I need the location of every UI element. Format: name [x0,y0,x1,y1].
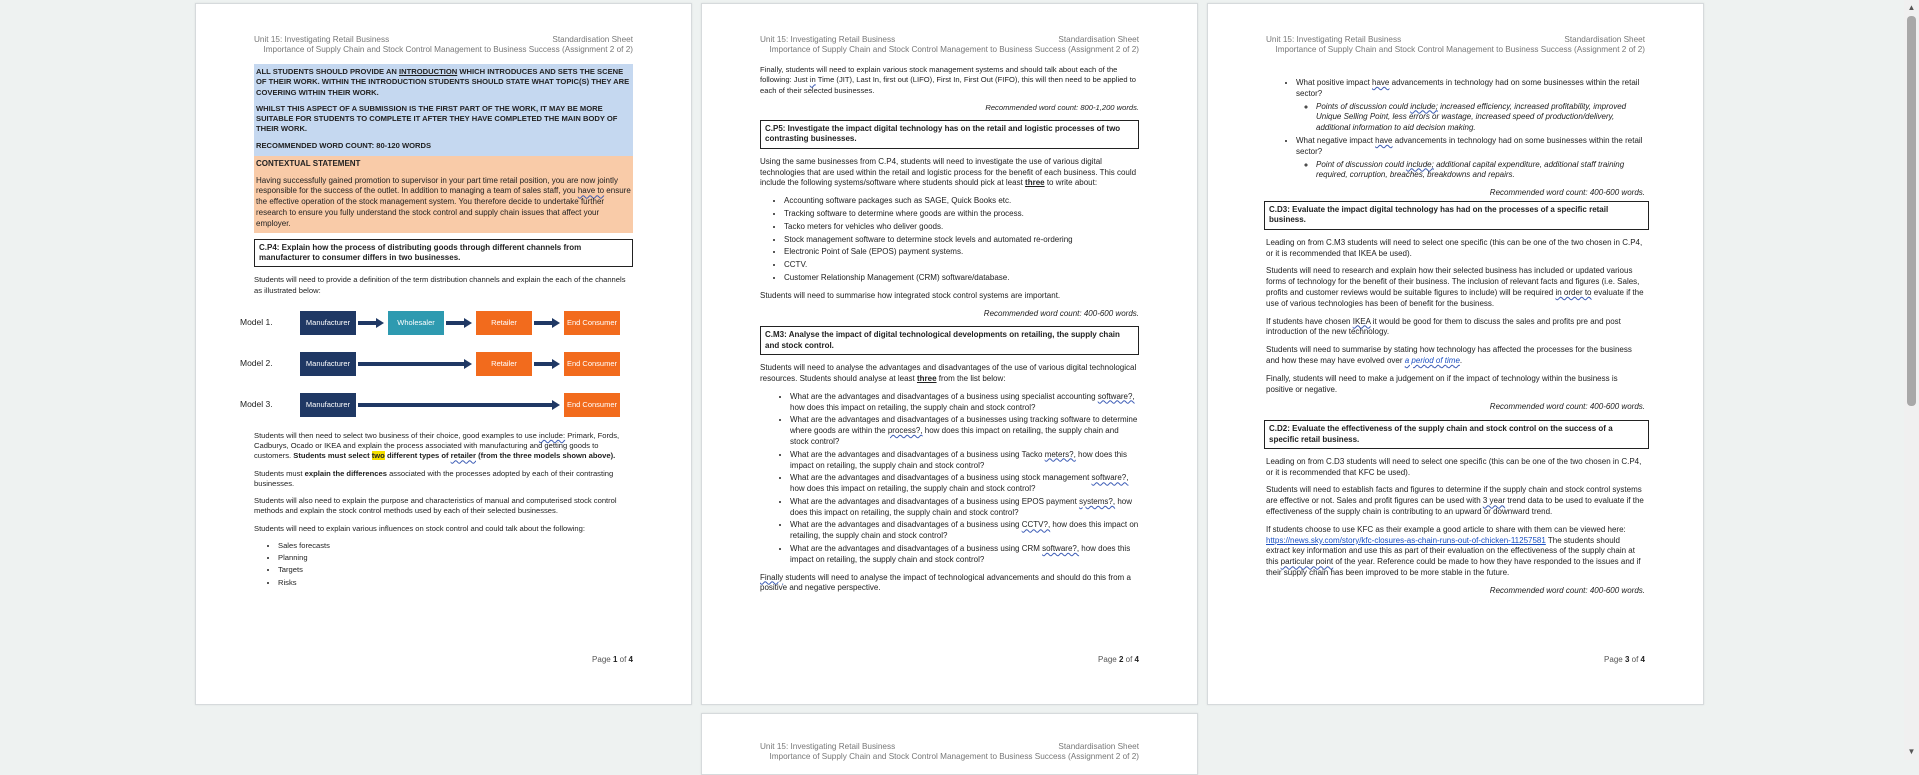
document-page-2 [701,3,1198,705]
page-2-body [760,65,1139,601]
d3-paragraph-2: Students will need to research and explain how their selected business has included or updated various forms of technology for the benefit of their business. The inclusion of relevant facts and figures (i.e. Sales, profits and customer reviews would be suitable figures to include) will be required in order to evaluate if the use of various technologies has been of benefit for the business. [1266,266,1644,308]
page-header [1266,35,1645,56]
scrollbar-thumb[interactable] [1907,16,1916,406]
list-item: • What positive impact have advancements in technology had on some businesses within the retail sector? ◦ Points of discussion could include; increased efficiency, increased profitability, improved Unique Selling Point, less errors or wastage, increased speed of production/delivery, additional information to aid decision making. [1296,78,1645,134]
list-item: • What are the advantages and disadvantages of a business using Tacko meters?, how does this impact on retailing, the supply chain and stock control? [790,450,1139,472]
influences-paragraph: Students will need to explain various influences on stock control and could talk about the following: [254,523,585,533]
list-item: • Electronic Point of Sale (EPOS) payment systems. [784,247,1139,258]
list-item: • What are the advantages and disadvantages of a business using stock management software?, how does this impact on retailing, the supply chain and stock control? [790,473,1139,495]
d3-paragraph-5: Finally, students will need to make a judgement on if the impact of technology within the business is positive or negative. [1266,373,1618,394]
header-subtitle: Importance of Supply Chain and Stock Control Management to Business Success (Assignment 2 of 2) [263,45,633,55]
impact-questions-list [1266,78,1645,181]
header-unit: Unit 15: Investigating Retail Business [1266,35,1402,44]
stock-control-paragraph: Students will also need to explain the purpose and characteristics of manual and computerised stock control methods and explain the stock control methods used by each of their selected businesses. [254,496,617,516]
task-box-cd3: C.D3: Evaluate the impact digital technology has had on the processes of a specific retail business. [1264,201,1649,230]
recommended-word-count: Recommended word count: 400-600 words. [1489,585,1645,595]
summarise-paragraph: Students will need to summarise how integrated stock control systems are important. [760,290,1061,300]
task-box-cp5: C.P5: Investigate the impact digital technology has on the retail and logistic processes of two contrasting businesses. [760,120,1139,149]
list-item: • What are the advantages and disadvantages of a business using EPOS payment systems?, how does this impact on retailing, the supply chain and stock control? [790,497,1139,519]
differences-paragraph: Students must explain the differences associated with the processes adopted by each of their contrasting businesses. [254,468,614,488]
list-item: • What are the advantages and disadvantages of a businesses using tracking software to determine where goods are within the process?, how does this impact on retailing, the supply chain and stock control? [790,415,1139,447]
arrow-icon [534,361,560,367]
list-item: • What negative impact have advancements in technology had on some businesses within the retail sector? ◦ Point of discussion could include; additional capital expenditure, additional staff training required, corruption, breaches, breakdowns and repairs. [1296,136,1645,181]
page-header [760,35,1139,56]
header-unit: Unit 15: Investigating Retail Business [254,35,390,44]
distribution-models-diagram [240,303,633,423]
document-page-3 [1207,3,1704,705]
page-number: Page 1 of 4 [592,655,633,664]
list-item: • Customer Relationship Management (CRM) software/database. [784,273,1139,284]
list-item: • Tracking software to determine where goods are within the process. [784,209,1139,220]
select-businesses-paragraph: Students will then need to select two business of their choice, good examples to use include: Primark, Fords, Cadburys, Ocado or IKEA and explain the process associated with manufacturing and getting goods to customers. Students must select two different types of retailer (from the three models shown above). [254,430,620,461]
header-subtitle: Importance of Supply Chain and Stock Control Management to Business Success (Assignment 2 of 2) [1275,45,1645,55]
list-item: • Planning [278,553,633,563]
model-box-wholesaler: Wholesaler [388,311,444,335]
model-box-retailer: Retailer [476,352,532,376]
model-label: Model 2. [240,357,273,368]
model-box-manufacturer: Manufacturer [300,393,356,417]
model-box-manufacturer: Manufacturer [300,352,356,376]
model-box-end-consumer: End Consumer [564,393,620,417]
cp5-paragraph: Using the same businesses from C.P4, students will need to investigate the use of various digital technologies that are used within the retail and logistic process for the benefit of each business. This could include the following systems/software where students should pick at least three to write about: [760,156,1137,188]
task-box-cd2: C.D2: Evaluate the effectiveness of the supply chain and stock control on the success of a specific retail business. [1264,420,1649,449]
model-label: Model 3. [240,398,273,409]
d3-paragraph-4: Students will need to summarise by stating how technology has affected the processes for the business and how these may have evolved over a period of time. [1266,345,1632,365]
list-item: • What are the advantages and disadvantages of a business using CRM software?, how does this impact on retailing, the supply chain and stock control? [790,544,1139,566]
cm3-paragraph: Students will need to analyse the advantages and disadvantages of the use of various digital technological resources. Students should analyse at least three from the list below: [760,363,1137,383]
model-1 [240,311,618,335]
context-paragraph: Having successfully gained promotion to supervisor in your part time retail position, you are now jointly responsible for the success of the outlet. In addition to managing a team of sales staff, you have to ensure the effective operation of the stock management system. You therefore decide to undertake further research to ensure you fully understand the stock control and supply chain issues that affect your employer. [256,175,631,228]
d3-paragraph-3: If students have chosen IKEA it would be good for them to discuss the sales and profits pre and post introduction of the new technology. [1266,316,1621,337]
d2-paragraph-2: Students will need to establish facts and figures to determine if the supply chain and stock control systems are effective or not. Sales and profit figures can be used with 3 year trend data to be used to evaluate if the effectiveness of the supply chain is contributing to an upward or downward trend. [1266,485,1644,517]
list-item: • Accounting software packages such as SAGE, Quick Books etc. [784,196,1139,207]
header-sheet: Standardisation Sheet [1058,35,1139,44]
arrow-icon [358,320,384,326]
intro-word-count: RECOMMENDED WORD COUNT: 80-120 WORDS [256,140,432,150]
model-box-manufacturer: Manufacturer [300,311,356,335]
page-header [254,35,633,56]
d3-paragraph-1: Leading on from C.M3 students will need to select one specific (this can be one of the two chosen in C.P4, or it is recommended that IKEA be used). [1266,237,1643,258]
list-item: • Targets [278,565,633,575]
page-number: Page 3 of 4 [1604,655,1645,664]
model-label: Model 1. [240,316,273,327]
header-sheet: Standardisation Sheet [552,35,633,44]
d2-paragraph-3: If students choose to use KFC as their example a good article to share with them can be viewed here: https://news.sky.com/story/kfc-closures-as-chain-runs-out-of-chicken-11257581 The students should extract key information and use this as part of their evaluation on the effectiveness of the supply chain at this particular point of the year. Reference could be made to how they have responded to the issues and if their supply chain has been improved to be more stable in the future. [1266,524,1641,578]
arrow-icon [534,320,560,326]
list-item: • Risks [278,578,633,588]
influences-list [254,541,633,588]
list-item: • Sales forecasts [278,541,633,551]
contextual-statement-block [254,156,633,233]
stock-systems-paragraph: Finally, students will need to explain various stock management systems and should talk about each of the following: Just in Time (JIT), Last In, first out (LIFO), First In, First Out (FIFO), this will then need to be applied to each of their selected businesses. [760,65,1137,95]
d2-paragraph-1: Leading on from C.D3 students will need to select one specific (this can be one of the two chosen in C.P4, or it is recommended that KFC be used). [1266,456,1642,477]
context-title: CONTEXTUAL STATEMENT [256,158,361,168]
task-box-cp4: C.P4: Explain how the process of distributing goods through different channels from manufacturer to consumer differs in two businesses. [254,239,633,268]
header-subtitle: Importance of Supply Chain and Stock Control Management to Business Success (Assignment 2 of 2) [769,45,1139,55]
software-list [760,196,1139,284]
page-3-body [1266,78,1645,604]
recommended-word-count: Recommended word count: 400-600 words. [1489,402,1645,412]
header-sheet: Standardisation Sheet [1058,742,1139,751]
arrow-icon [446,320,472,326]
list-item: • What are the advantages and disadvantages of a business using CCTV?, how does this impact on retailing, the supply chain and stock control? [790,520,1139,542]
list-item: • What are the advantages and disadvantages of a business using specialist accounting software?, how does this impact on retailing, the supply chain and stock control? [790,392,1139,414]
final-paragraph: Finally students will need to analyse the impact of technological advancements and should do this from a positive and negative perspective. [760,572,1131,593]
vertical-scrollbar[interactable] [1904,0,1919,760]
scroll-down-icon[interactable]: ▼ [1907,747,1916,756]
model-2 [240,352,618,376]
list-item: • Stock management software to determine stock levels and automated re-ordering [784,235,1139,246]
list-item: • CCTV. [784,260,1139,271]
kfc-article-link[interactable]: https://news.sky.com/story/kfc-closures-as-chain-runs-out-of-chicken-11257581 [1266,535,1546,545]
intro-paragraph-2: WHILST THIS ASPECT OF A SUBMISSION IS THE FIRST PART OF THE WORK, IT MAY BE MORE SUITABLE FOR STUDENTS TO COMPLETE IT AFTER THEY HAVE COMPLETED THE MAIN BODY OF THEIR WORK. [256,103,618,134]
recommended-word-count: Recommended word count: 800-1,200 words. [985,102,1139,112]
arrow-icon [358,361,472,367]
intro-paragraph: ALL STUDENTS SHOULD PROVIDE AN INTRODUCTION WHICH INTRODUCES AND SETS THE SCENE OF THEIR WORK. WITHIN THE INTRODUCTION STUDENTS SHOULD STATE WHAT TOPIC(S) THEY ARE COVERING WITHIN THEIR WORK. [256,67,630,97]
document-page-1 [195,3,692,705]
page-header [760,742,1139,763]
page-1-body [240,64,633,595]
page-number: Page 2 of 4 [1098,655,1139,664]
recommended-word-count: Recommended word count: 400-600 words. [1489,188,1645,198]
list-item: • Tacko meters for vehicles who deliver goods. [784,222,1139,233]
arrow-icon [358,402,560,408]
definition-paragraph: Students will need to provide a definition of the term distribution channels and explain the each of the channels as illustrated below: [254,275,626,295]
header-unit: Unit 15: Investigating Retail Business [760,742,896,751]
model-3 [240,393,618,417]
model-box-end-consumer: End Consumer [564,311,620,335]
model-box-retailer: Retailer [476,311,532,335]
model-box-end-consumer: End Consumer [564,352,620,376]
scroll-up-icon[interactable]: ▲ [1907,3,1916,12]
introduction-block [254,64,633,156]
header-subtitle: Importance of Supply Chain and Stock Control Management to Business Success (Assignment 2 of 2) [769,752,1139,762]
task-box-cm3: C.M3: Analyse the impact of digital technological developments on retailing, the supply chain and stock control. [760,326,1139,355]
analysis-questions-list [760,392,1139,566]
recommended-word-count: Recommended word count: 400-600 words. [983,308,1139,318]
sub-list-item: ◦ Point of discussion could include; additional capital expenditure, additional staff training required, corruption, breaches, breakdowns and repairs. [1316,160,1645,182]
header-unit: Unit 15: Investigating Retail Business [760,35,896,44]
document-page-4 [701,713,1198,775]
sub-list-item: ◦ Points of discussion could include; increased efficiency, increased profitability, improved Unique Selling Point, less errors or wastage, increased speed of production/delivery, additional information to aid decision making. [1316,102,1645,134]
header-sheet: Standardisation Sheet [1564,35,1645,44]
